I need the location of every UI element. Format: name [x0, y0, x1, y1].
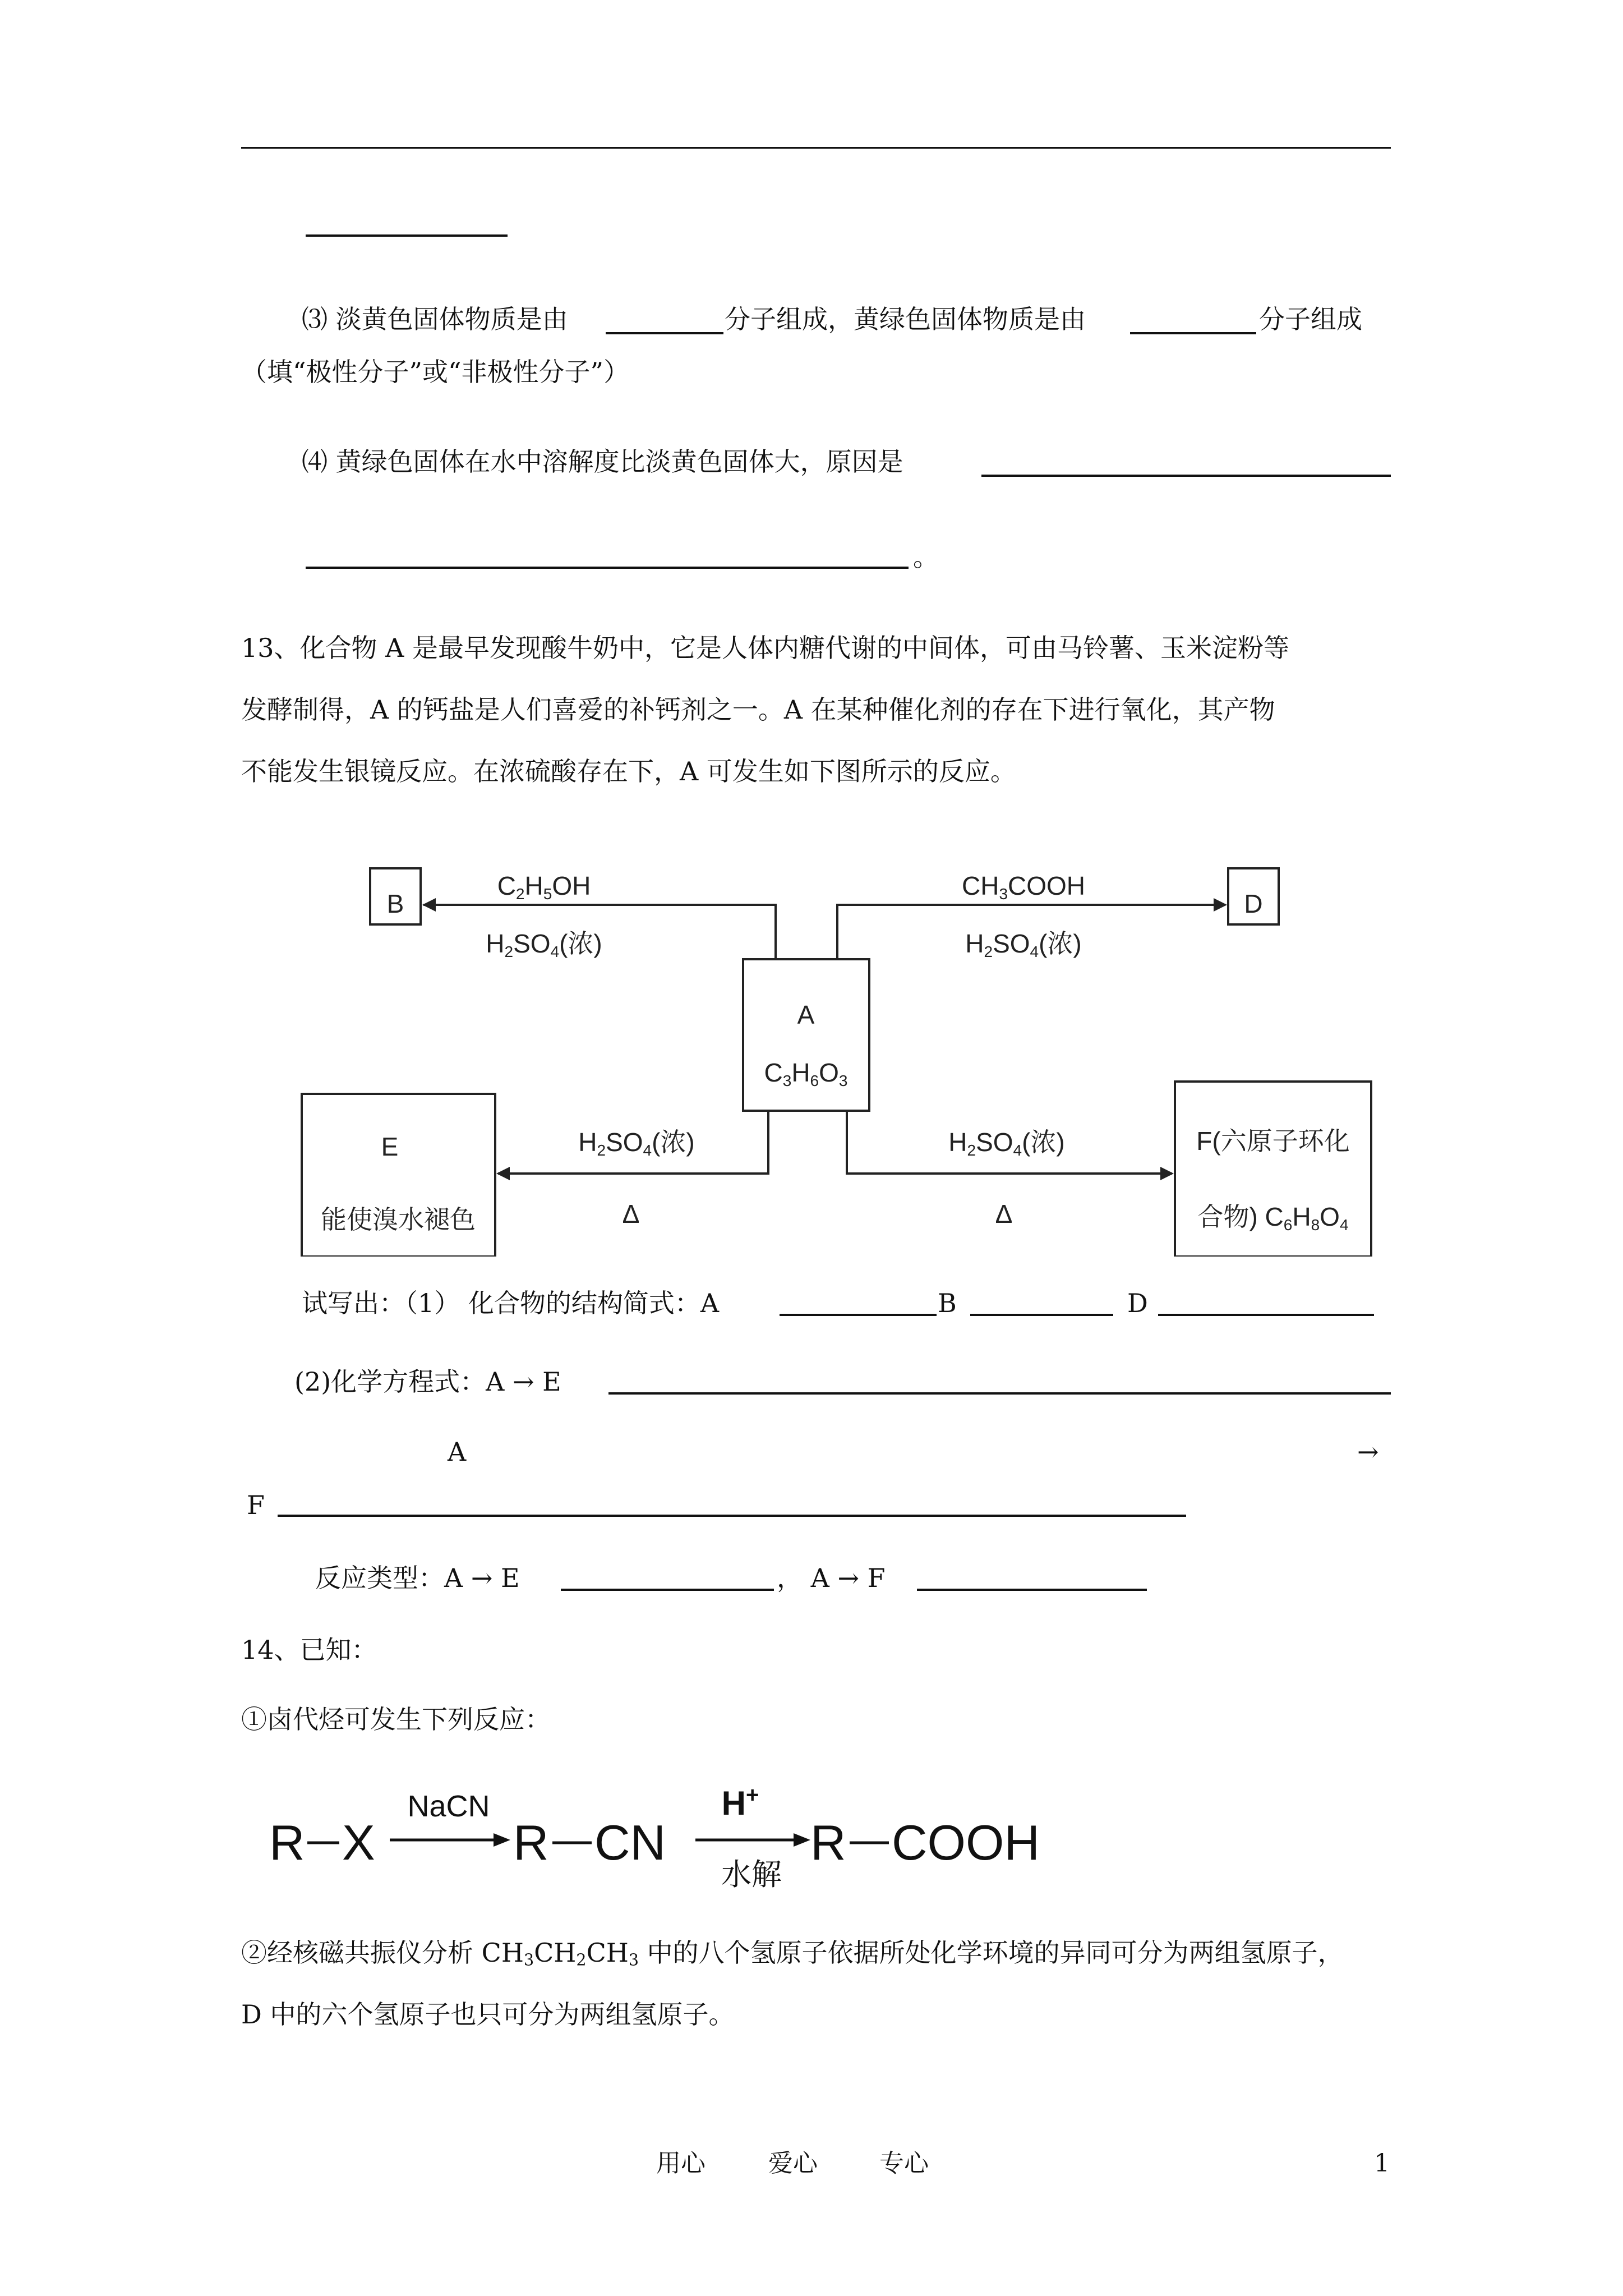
- q13-ask2-F: F: [247, 1490, 265, 1520]
- label-F: F(六原子环化: [1196, 1126, 1350, 1156]
- footer-motto-2: 爱心: [768, 2149, 818, 2178]
- rx-reagent-hydrolysis: 水解: [721, 1858, 782, 1892]
- arrowhead-F: [1160, 1167, 1174, 1180]
- rx-arrowhead-2: [794, 1833, 810, 1847]
- rx-R2: R: [513, 1815, 549, 1870]
- answer-blank-q12-3a: [606, 332, 723, 334]
- answer-blank-type-A-F: [917, 1589, 1147, 1591]
- q12-part3-line2: （填“极性分子”或“非极性分子”）: [241, 357, 630, 387]
- answer-blank-D: [1158, 1314, 1374, 1316]
- halide-reaction-scheme: [264, 1773, 1138, 1913]
- q13-ask2-arrow: →: [1357, 1437, 1379, 1467]
- reagent-ethanol: C2H5OH: [497, 871, 591, 903]
- answer-blank-B: [970, 1314, 1113, 1316]
- reagent-acid-E: H2SO4(浓): [578, 1128, 695, 1159]
- footer-motto-3: 专心: [879, 2149, 929, 2178]
- rx-X: X: [342, 1815, 375, 1870]
- q13-ask3-mid: ， A → F: [777, 1563, 886, 1593]
- arrowhead-D: [1214, 898, 1227, 912]
- reagent-acid-F: H2SO4(浓): [948, 1128, 1065, 1159]
- label-D: D: [1244, 889, 1263, 919]
- q13-ask2-A: A: [448, 1437, 467, 1467]
- reagent-acid-D: H2SO4(浓): [965, 929, 1082, 960]
- q13-ask2: (2)化学方程式：A → E: [294, 1366, 561, 1397]
- q14-item2-line2: D 中的六个氢原子也只可分为两组氢原子。: [241, 1999, 735, 2030]
- rx-reagent-H: H+: [721, 1783, 759, 1822]
- label-A-formula: C3H6O3: [764, 1058, 848, 1089]
- q12-part4-line1: ⑷ 黄绿色固体在水中溶解度比淡黄色固体大，原因是: [302, 447, 903, 477]
- rx-R1: R: [269, 1815, 305, 1870]
- q14-item2-line1: ②经核磁共振仪分析 $CH_3CH_2CH_3$ 中的八个氢原子依据所处化学环境的异同可分为两组氢原子，: [241, 1938, 1344, 1970]
- q14-title: 14、已知：: [241, 1635, 377, 1665]
- reagent-acetic-acid: CH3COOH: [961, 871, 1086, 903]
- reaction-diagram: [294, 830, 1382, 1257]
- answer-blank-type-A-E: [561, 1589, 774, 1591]
- q13-line1: 13、化合物 A 是最早发现酸牛奶中，它是人体内糖代谢的中间体，可由马铃薯、玉米淀粉等: [241, 633, 1289, 663]
- q12-part3-line1c: 分子组成: [1259, 304, 1362, 334]
- q13-ask1-D: D: [1127, 1288, 1148, 1318]
- answer-blank-q12-prev: [306, 234, 508, 237]
- answer-blank-q12-4a: [981, 475, 1391, 477]
- answer-blank-q12-3b: [1130, 332, 1256, 334]
- q13-ask1-B: B: [938, 1288, 957, 1318]
- q13-ask3: 反应类型：A → E: [315, 1563, 520, 1593]
- rx-CN: CN: [594, 1815, 666, 1870]
- rx-COOH: COOH: [892, 1815, 1040, 1870]
- rx-arrowhead-1: [494, 1833, 510, 1847]
- rx-reagent-NaCN: NaCN: [407, 1789, 490, 1823]
- heat-E: Δ: [622, 1199, 640, 1228]
- arrowhead-E: [496, 1167, 510, 1180]
- label-A: A: [797, 1000, 815, 1029]
- rx-R3: R: [810, 1815, 846, 1870]
- answer-blank-A-F-eq: [278, 1515, 1186, 1517]
- q13-ask1: 试写出：（1） 化合物的结构简式：A: [302, 1288, 720, 1318]
- q12-part3-line1: ⑶ 淡黄色固体物质是由: [302, 304, 568, 334]
- label-B: B: [386, 889, 404, 919]
- q12-part4-end: 。: [913, 542, 939, 572]
- q13-line3: 不能发生银镜反应。在浓硫酸存在下，A 可发生如下图所示的反应。: [241, 756, 1016, 786]
- label-E: E: [381, 1132, 399, 1161]
- q13-line2: 发酵制得，A 的钙盐是人们喜爱的补钙剂之一。A 在某种催化剂的存在下进行氧化，其产物: [241, 694, 1275, 725]
- q12-part3-line1b: 分子组成，黄绿色固体物质是由: [725, 304, 1086, 334]
- answer-blank-A: [780, 1314, 937, 1316]
- page-number: 1: [1374, 2149, 1390, 2178]
- reagent-acid-B: H2SO4(浓): [486, 929, 602, 960]
- answer-blank-q12-4b: [306, 567, 909, 569]
- answer-blank-A-E-eq: [608, 1392, 1391, 1395]
- footer-motto-1: 用心: [656, 2149, 706, 2178]
- q14-item1: ①卤代烃可发生下列反应：: [241, 1704, 551, 1734]
- arrowhead-B: [422, 898, 436, 912]
- label-E-desc: 能使溴水褪色: [321, 1205, 476, 1234]
- box-A: [743, 959, 869, 1111]
- label-F-formula: 合物) C6H8O4: [1197, 1202, 1349, 1234]
- header-rule: [241, 147, 1391, 149]
- heat-F: Δ: [995, 1199, 1013, 1228]
